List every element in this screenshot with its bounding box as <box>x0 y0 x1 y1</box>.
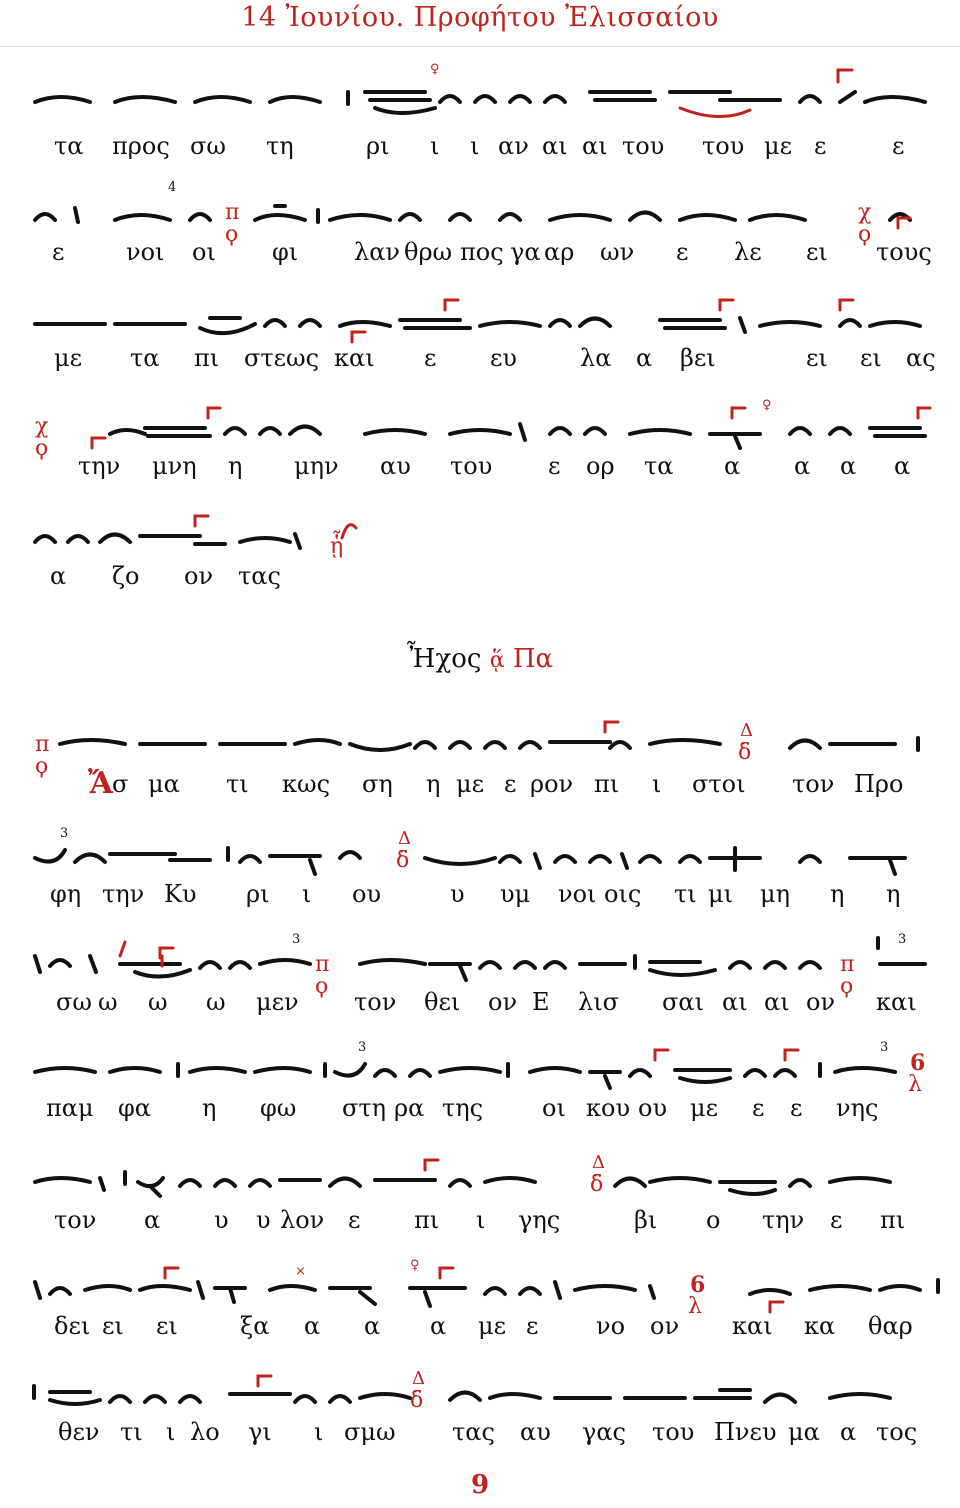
syllable: α <box>636 344 653 372</box>
syllable: ε <box>752 1094 765 1122</box>
syllable: Κυ <box>164 880 197 908</box>
martyria-di: δ̈ <box>738 740 752 765</box>
syllable: τι <box>120 1418 143 1446</box>
syllable: α <box>724 452 741 480</box>
syllable: νο <box>596 1312 626 1340</box>
syllable: η <box>886 880 901 908</box>
neume-row <box>30 716 930 779</box>
syllable: σαι <box>662 988 704 1016</box>
syllable: ον <box>184 562 214 590</box>
mode-heading <box>0 644 960 674</box>
syllable: υμ <box>500 880 531 908</box>
lyric-line <box>30 1094 930 1128</box>
mode-sign-lambda: λ <box>688 1294 702 1319</box>
syllable: λισ <box>578 988 620 1016</box>
syllable: με <box>690 1094 719 1122</box>
syllable: λον <box>280 1206 325 1234</box>
beat-mark: 3 <box>898 932 907 947</box>
mode-letter-qoppa: ϙ <box>315 974 329 999</box>
martyria-di: δ̈ <box>410 1388 424 1413</box>
neume-row <box>30 932 930 999</box>
syllable: η <box>228 452 243 480</box>
syllable: φω <box>260 1094 297 1122</box>
syllable: αυ <box>520 1418 551 1446</box>
neume-glyphs <box>30 1258 930 1308</box>
syllable: του <box>702 132 745 160</box>
mode-letter-pi: π <box>315 952 330 977</box>
syllable: Πνευ <box>714 1418 777 1446</box>
syllable: την <box>102 880 145 908</box>
syllable: ω <box>206 988 226 1016</box>
syllable: του <box>622 132 665 160</box>
syllable: ει <box>860 344 882 372</box>
syllable: σω <box>56 988 92 1016</box>
neume-glyphs <box>30 62 930 112</box>
syllable: και <box>876 988 917 1016</box>
neume-row <box>30 180 930 247</box>
syllable: τον <box>792 770 835 798</box>
sharp-mark: × <box>295 1264 306 1279</box>
syllable: τας <box>452 1418 495 1446</box>
mode-sign-six: 6 <box>690 1272 706 1298</box>
syllable: λο <box>190 1418 220 1446</box>
syllable: ε <box>892 132 905 160</box>
delta-sign: Δ <box>398 828 411 849</box>
syllable: ι <box>652 770 662 798</box>
neume-row <box>30 1366 930 1414</box>
syllable: ου <box>352 880 382 908</box>
neume-glyphs <box>30 506 930 556</box>
syllable: ω <box>98 988 118 1016</box>
syllable: νοι <box>126 238 165 266</box>
syllable: γα <box>510 238 541 266</box>
syllable: αι <box>582 132 608 160</box>
syllable: και <box>334 344 375 372</box>
syllable: θαρ <box>868 1312 913 1340</box>
syllable: ρον <box>530 770 574 798</box>
syllable: ει <box>806 344 828 372</box>
syllable: ε <box>52 238 65 266</box>
syllable: ει <box>156 1312 178 1340</box>
syllable: τι <box>226 770 249 798</box>
syllable: φα <box>118 1094 152 1122</box>
neume-glyphs <box>30 716 930 766</box>
beat-mark: 3 <box>358 1040 367 1055</box>
syllable: ει <box>102 1312 124 1340</box>
neume-glyphs <box>30 1040 930 1090</box>
syllable: Προ <box>854 770 904 798</box>
syllable: α <box>144 1206 161 1234</box>
syllable: αρ <box>544 238 575 266</box>
syllable: ρι <box>246 880 270 908</box>
syllable: ον <box>650 1312 680 1340</box>
syllable: ε <box>504 770 517 798</box>
syllable: θρω <box>404 238 453 266</box>
syllable: τον <box>354 988 397 1016</box>
beat-mark: 3 <box>880 1040 889 1055</box>
mode-label: Ἦχος <box>406 644 482 674</box>
syllable: και <box>732 1312 773 1340</box>
syllable: βι <box>634 1206 658 1234</box>
syllable: γας <box>582 1418 626 1446</box>
syllable: σω <box>190 132 226 160</box>
lyric-line <box>30 238 930 272</box>
lyric-line <box>30 344 936 378</box>
syllable: ε <box>676 238 689 266</box>
syllable: ρα <box>394 1094 425 1122</box>
mode-letter-chi: χ <box>35 414 49 439</box>
syllable: δει <box>54 1312 91 1340</box>
syllable: α <box>894 452 911 480</box>
neume-row <box>30 1150 930 1198</box>
syllable: ι <box>430 132 440 160</box>
syllable: με <box>764 132 793 160</box>
syllable: σ <box>112 770 129 798</box>
lyric-line <box>30 1206 930 1240</box>
syllable: φι <box>272 238 299 266</box>
syllable: ε <box>830 1206 843 1234</box>
syllable: ι <box>470 132 480 160</box>
neume-row <box>30 398 930 461</box>
syllable: ι <box>476 1206 486 1234</box>
neume-row <box>30 1040 930 1097</box>
lyric-line <box>30 880 930 914</box>
syllable: ει <box>806 238 828 266</box>
syllable: στοι <box>692 770 746 798</box>
syllable: ι <box>166 1418 176 1446</box>
syllable: βει <box>680 344 716 372</box>
syllable: τος <box>876 1418 918 1446</box>
neume-glyphs <box>30 180 930 230</box>
neume-glyphs <box>30 932 930 982</box>
syllable: ε <box>526 1312 539 1340</box>
syllable: ι <box>302 880 312 908</box>
martyria-di: δ̈ <box>590 1172 604 1197</box>
syllable: αυ <box>380 452 411 480</box>
header-divider <box>0 46 960 47</box>
syllable: αι <box>722 988 748 1016</box>
syllable: α <box>430 1312 447 1340</box>
neume-glyphs <box>30 398 930 448</box>
syllable: υ <box>450 880 465 908</box>
syllable: ον <box>488 988 518 1016</box>
lyric-line <box>30 132 930 166</box>
syllable: οι <box>542 1094 566 1122</box>
fthora-mark: ♀ <box>762 398 772 413</box>
beat-mark: 4 <box>168 180 177 195</box>
syllable: ε <box>548 452 561 480</box>
syllable: κου <box>586 1094 631 1122</box>
syllable: μνη <box>152 452 197 480</box>
syllable: ων <box>600 238 635 266</box>
page-number: 9 <box>470 1470 490 1500</box>
page-header-title: 14 Ἰουνίου. Προφήτου Ἐλισσαίου <box>241 2 719 33</box>
mode-letter-pi: π <box>840 952 855 977</box>
syllable: μα <box>788 1418 820 1446</box>
neume-row <box>30 506 930 559</box>
syllable: Ε <box>532 988 550 1016</box>
syllable: λαν <box>354 238 401 266</box>
syllable: οι <box>192 238 216 266</box>
neume-glyphs <box>30 1150 930 1200</box>
neume-glyphs <box>30 826 930 876</box>
syllable: ευ <box>490 344 518 372</box>
syllable: νοι <box>558 880 597 908</box>
mode-letter-pi: π <box>225 200 240 225</box>
syllable: α <box>840 452 857 480</box>
syllable: πι <box>194 344 220 372</box>
syllable: μη <box>760 880 790 908</box>
syllable: α <box>50 562 67 590</box>
syllable: οις <box>604 880 642 908</box>
syllable: ε <box>424 344 437 372</box>
fthora-mark: ♀ <box>410 1258 420 1273</box>
syllable: ως <box>286 344 320 372</box>
syllable: τι <box>674 880 697 908</box>
syllable: υ <box>214 1206 229 1234</box>
syllable: θεν <box>58 1418 100 1446</box>
mode-martyria-icon: ᾅ <box>489 648 505 673</box>
syllable: αι <box>542 132 568 160</box>
mode-note: Πα <box>512 644 554 674</box>
martyria-sign: ᾗ <box>330 534 344 559</box>
drop-initial: Ἄ <box>88 766 113 801</box>
mode-sign-six: 6 <box>910 1050 926 1076</box>
lyric-line <box>30 452 930 486</box>
syllable: α <box>304 1312 321 1340</box>
syllable: γι <box>248 1418 272 1446</box>
neume-row <box>30 826 930 874</box>
syllable: ας <box>906 344 936 372</box>
neume-glyphs <box>30 1366 930 1416</box>
neume-row <box>30 62 930 110</box>
syllable: τα <box>130 344 160 372</box>
mode-letter-qoppa: ϙ <box>35 436 49 461</box>
syllable: ον <box>806 988 836 1016</box>
syllable: υ <box>256 1206 271 1234</box>
syllable: ο <box>706 1206 721 1234</box>
neume-row <box>30 1258 930 1319</box>
beat-mark: 3 <box>60 826 69 841</box>
syllable: φη <box>50 880 82 908</box>
mode-letter-qoppa: ϙ <box>858 222 872 247</box>
fthora-mark: ♀ <box>430 62 440 77</box>
syllable: αι <box>764 988 790 1016</box>
syllable: γης <box>518 1206 561 1234</box>
mode-letter-pi: π <box>35 732 50 757</box>
lyric-line <box>30 766 930 804</box>
syllable: αν <box>498 132 529 160</box>
syllable: ξα <box>240 1312 270 1340</box>
neume-row <box>30 290 930 338</box>
syllable: η <box>202 1094 217 1122</box>
syllable: ω <box>148 988 168 1016</box>
syllable: ρι <box>366 132 390 160</box>
syllable: της <box>442 1094 484 1122</box>
syllable: α <box>794 452 811 480</box>
syllable: του <box>652 1418 695 1446</box>
syllable: μα <box>148 770 180 798</box>
syllable: λε <box>734 238 762 266</box>
syllable: μεν <box>256 988 299 1016</box>
syllable: κως <box>282 770 331 798</box>
lyric-line <box>30 562 930 596</box>
syllable: τα <box>54 132 84 160</box>
delta-sign: Δ <box>412 1368 425 1389</box>
syllable: τα <box>644 452 674 480</box>
syllable: θει <box>424 988 461 1016</box>
syllable: ε <box>790 1094 803 1122</box>
syllable: πι <box>594 770 620 798</box>
syllable: του <box>450 452 493 480</box>
syllable: ι <box>314 1418 324 1446</box>
syllable: με <box>456 770 485 798</box>
syllable: ε <box>348 1206 361 1234</box>
syllable: α <box>364 1312 381 1340</box>
syllable: την <box>78 452 121 480</box>
syllable: προς <box>112 132 170 160</box>
syllable: την <box>762 1206 805 1234</box>
martyria-di: δ̈ <box>396 848 410 873</box>
syllable: στη <box>342 1094 387 1122</box>
syllable: πος <box>460 238 504 266</box>
syllable: τον <box>54 1206 97 1234</box>
syllable: α <box>840 1418 857 1446</box>
syllable: μι <box>708 880 734 908</box>
syllable: σμω <box>344 1418 396 1446</box>
mode-letter-qoppa: ϙ <box>840 974 854 999</box>
syllable: πι <box>414 1206 440 1234</box>
syllable: τη <box>266 132 294 160</box>
syllable: με <box>478 1312 507 1340</box>
beat-mark: 3 <box>292 932 301 947</box>
syllable: με <box>54 344 83 372</box>
syllable: ορ <box>586 452 615 480</box>
syllable: παμ <box>46 1094 94 1122</box>
syllable: ζο <box>112 562 140 590</box>
syllable: λα <box>580 344 612 372</box>
neume-glyphs <box>30 290 930 340</box>
syllable: νης <box>836 1094 879 1122</box>
lyric-line <box>30 1418 930 1452</box>
mode-sign-lambda: λ <box>908 1072 922 1097</box>
syllable: τας <box>238 562 281 590</box>
syllable: η <box>830 880 845 908</box>
syllable: ση <box>362 770 393 798</box>
delta-sign: Δ <box>740 720 753 741</box>
mode-letter-qoppa: ϙ <box>225 222 239 247</box>
syllable: στε <box>244 344 287 372</box>
syllable: ε <box>814 132 827 160</box>
delta-sign: Δ <box>592 1152 605 1173</box>
mode-letter-qoppa: ϙ <box>35 754 49 779</box>
syllable: πι <box>880 1206 906 1234</box>
syllable: ου <box>638 1094 668 1122</box>
mode-letter-chi: χ <box>858 200 872 225</box>
syllable: μην <box>294 452 339 480</box>
lyric-line <box>30 988 930 1022</box>
syllable: κα <box>804 1312 836 1340</box>
syllable: τους <box>876 238 932 266</box>
syllable: η <box>426 770 441 798</box>
lyric-line <box>30 1312 930 1346</box>
